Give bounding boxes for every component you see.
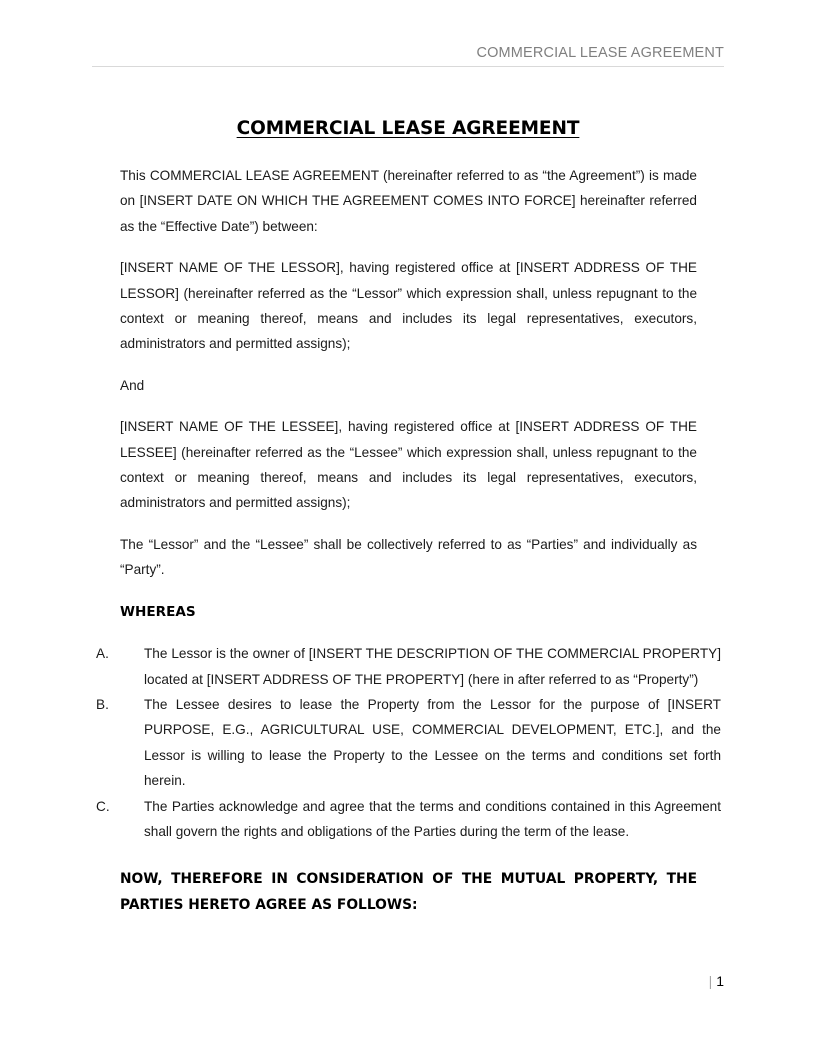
list-item-text: The Parties acknowledge and agree that the terms and conditions contained in this Agreement shall govern the rights and obligations of the Parties during the term of the lease. — [144, 798, 721, 839]
recitals-list — [0, 641, 816, 844]
list-item-marker: A. — [96, 646, 109, 662]
closing-statement: NOW, THEREFORE IN CONSIDERATION OF THE MUTUAL PROPERTY, THE PARTIES HERETO AGREE AS FOLLOWS: — [120, 871, 697, 913]
list-item — [0, 692, 816, 794]
footer-page-number: 1 — [716, 973, 724, 989]
paragraph-lessee: [INSERT NAME OF THE LESSEE], having registered office at [INSERT ADDRESS OF THE LESSEE] (hereinafter referred as the “Lessee” which expression shall, unless repugnant to the context or meaning thereof, means and includes its legal representatives, executors, administrators and permitted assigns); — [120, 419, 697, 511]
list-item — [0, 794, 816, 845]
whereas-heading: WHEREAS — [120, 603, 196, 620]
list-item — [0, 641, 816, 692]
paragraph-lessor: [INSERT NAME OF THE LESSOR], having registered office at [INSERT ADDRESS OF THE LESSOR] (hereinafter referred as the “Lessor” which expression shall, unless repugnant to the context or meaning thereof, means and includes its legal representatives, executors, administrators and permitted assigns); — [120, 260, 697, 352]
list-item-text: The Lessee desires to lease the Property from the Lessor for the purpose of [INSERT PURPOSE, E.G., AGRICULTURAL USE, COMMERCIAL DEVELOPMENT, ETC.], and the Lessor is willing to lease the Property to the Lessee on the terms and conditions set forth herein. — [144, 696, 721, 789]
paragraph-parties-definition: The “Lessor” and the “Lessee” shall be collectively referred to as “Parties” and individually as “Party”. — [120, 536, 697, 578]
list-item-marker: B. — [96, 696, 109, 712]
page-header — [92, 44, 724, 67]
document-body — [0, 118, 816, 918]
header-divider — [92, 66, 724, 67]
document-title: COMMERCIAL LEASE AGREEMENT — [236, 118, 580, 139]
list-item-text: The Lessor is the owner of [INSERT THE DESCRIPTION OF THE COMMERCIAL PROPERTY] located at [INSERT ADDRESS OF THE PROPERTY] (here in after referred to as “Property”) — [144, 646, 721, 687]
list-item-marker: C. — [96, 798, 110, 814]
paragraph-preamble: This COMMERCIAL LEASE AGREEMENT (hereinafter referred to as “the Agreement”) is made on [INSERT DATE ON WHICH THE AGREEMENT COMES INTO FORCE] hereinafter referred as the “Effective Date”) between: — [120, 168, 697, 234]
page-footer — [92, 972, 724, 990]
running-header-title: COMMERCIAL LEASE AGREEMENT — [476, 45, 724, 61]
footer-separator: | — [708, 973, 713, 989]
paragraph-and-connector: And — [120, 377, 145, 393]
